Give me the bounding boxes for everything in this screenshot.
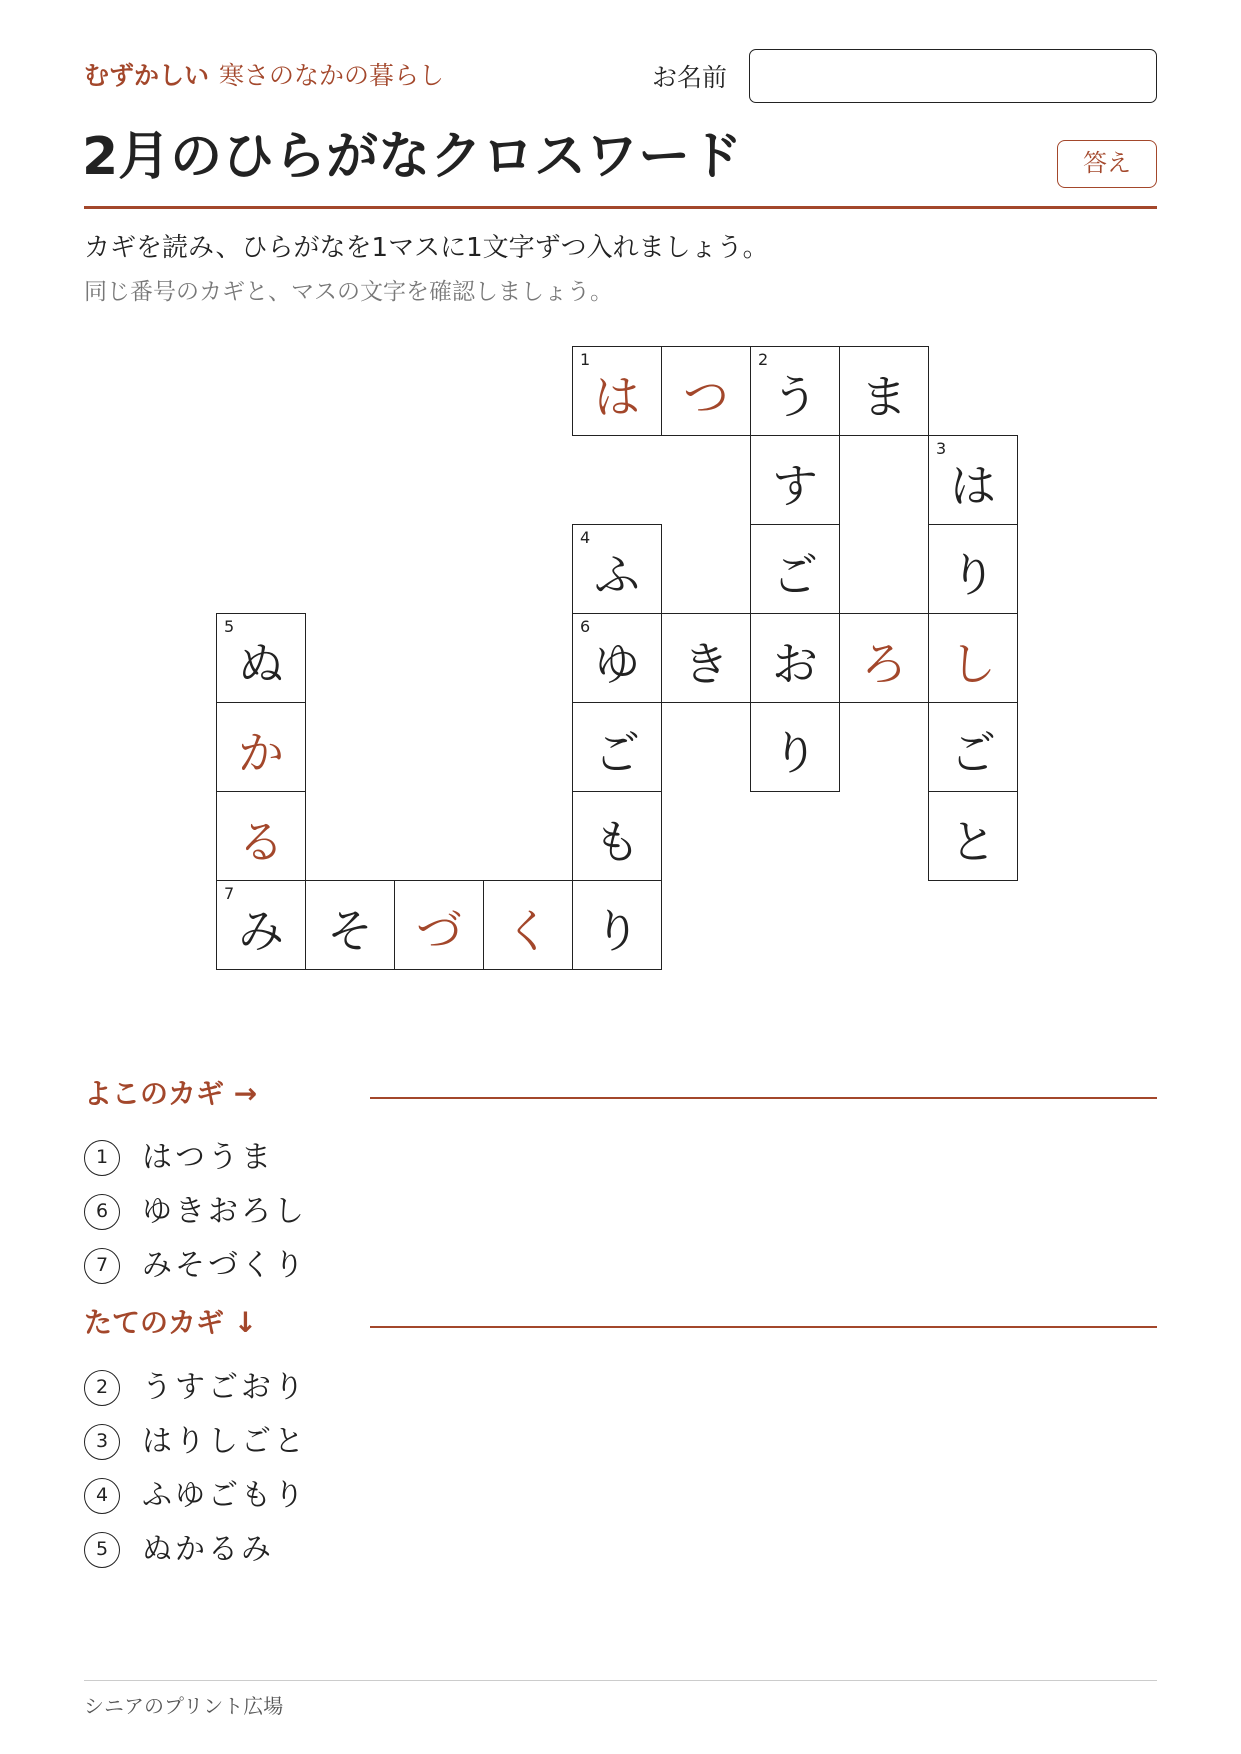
cell-character: も xyxy=(594,815,640,869)
clue-item xyxy=(84,1136,274,1180)
clue-item xyxy=(84,1420,307,1464)
crossword-cell[interactable] xyxy=(572,524,662,614)
cell-character: く xyxy=(505,904,551,958)
crossword-cell[interactable] xyxy=(216,791,306,881)
clue-text: うすごおり xyxy=(142,1370,307,1405)
cell-character: と xyxy=(950,815,996,869)
cell-character: き xyxy=(683,637,729,691)
clue-number: 7 xyxy=(224,884,235,903)
clue-item xyxy=(84,1474,307,1518)
cell-character: か xyxy=(238,726,284,780)
cell-character: は xyxy=(594,370,640,424)
crossword-cell[interactable] xyxy=(216,880,306,970)
clue-item xyxy=(84,1190,307,1234)
crossword-cell[interactable] xyxy=(928,613,1018,703)
cell-character: そ xyxy=(327,904,373,958)
clue-item xyxy=(84,1366,307,1410)
clue-number: 6 xyxy=(580,617,591,636)
cell-character: ゆ xyxy=(594,637,640,691)
clue-item xyxy=(84,1528,274,1572)
cell-character: は xyxy=(950,459,996,513)
crossword-cell[interactable] xyxy=(661,613,751,703)
clue-text: はつうま xyxy=(142,1140,274,1175)
across-heading: よこのカギ → xyxy=(84,1077,258,1110)
clue-item xyxy=(84,1244,307,1288)
crossword-cell[interactable] xyxy=(928,702,1018,792)
name-input-box[interactable] xyxy=(749,49,1157,103)
crossword-cell[interactable] xyxy=(661,346,751,436)
cell-character: ま xyxy=(861,370,907,424)
cell-character: う xyxy=(772,370,818,424)
cell-character: づ xyxy=(416,904,462,958)
clue-number-circle: 2 xyxy=(84,1370,120,1406)
cell-character: ご xyxy=(594,726,640,780)
crossword-cell[interactable] xyxy=(750,613,840,703)
footer-divider xyxy=(84,1680,1157,1681)
cell-character: み xyxy=(238,904,284,958)
cell-character: ご xyxy=(950,726,996,780)
sub-instruction-text: 同じ番号のカギと、マスの文字を確認しましょう。 xyxy=(84,279,613,305)
crossword-cell[interactable] xyxy=(216,702,306,792)
crossword-cell[interactable] xyxy=(572,880,662,970)
clue-text: ぬかるみ xyxy=(142,1532,274,1567)
crossword-cell[interactable] xyxy=(750,346,840,436)
cell-character: る xyxy=(238,815,284,869)
cell-character: ろ xyxy=(861,637,907,691)
cell-character: ふ xyxy=(594,548,640,602)
crossword-cell[interactable] xyxy=(572,702,662,792)
clue-number-circle: 3 xyxy=(84,1424,120,1460)
title-divider xyxy=(84,206,1157,209)
crossword-cell[interactable] xyxy=(750,435,840,525)
crossword-cell[interactable] xyxy=(750,702,840,792)
cell-character: り xyxy=(772,726,818,780)
clue-text: ゆきおろし xyxy=(142,1194,307,1229)
cell-character: ご xyxy=(772,548,818,602)
name-label: お名前 xyxy=(652,63,728,92)
clue-number: 3 xyxy=(936,439,947,458)
instruction-text: カギを読み、ひらがなを1マスに1文字ずつ入れましょう。 xyxy=(84,233,769,263)
crossword-cell[interactable] xyxy=(928,435,1018,525)
crossword-cell[interactable] xyxy=(572,791,662,881)
cell-character: つ xyxy=(683,370,729,424)
clue-text: はりしごと xyxy=(142,1424,307,1459)
crossword-cell[interactable] xyxy=(928,791,1018,881)
clue-number: 5 xyxy=(224,617,235,636)
down-heading: たてのカギ ↓ xyxy=(84,1306,258,1339)
clue-number: 2 xyxy=(758,350,769,369)
cell-character: り xyxy=(950,548,996,602)
cell-character: お xyxy=(772,637,818,691)
crossword-cell[interactable] xyxy=(572,346,662,436)
down-divider xyxy=(370,1326,1157,1328)
clue-text: ふゆごもり xyxy=(142,1478,307,1513)
clue-number-circle: 5 xyxy=(84,1532,120,1568)
crossword-cell[interactable] xyxy=(839,613,929,703)
clue-number: 1 xyxy=(580,350,591,369)
crossword-cell[interactable] xyxy=(928,524,1018,614)
level-theme-row xyxy=(84,58,444,94)
cell-character: す xyxy=(772,459,818,513)
clue-text: みそづくり xyxy=(142,1248,307,1283)
crossword-cell[interactable] xyxy=(394,880,484,970)
crossword-cell[interactable] xyxy=(216,613,306,703)
crossword-cell[interactable] xyxy=(750,524,840,614)
clue-number-circle: 6 xyxy=(84,1194,120,1230)
cell-character: ぬ xyxy=(238,637,284,691)
clue-number-circle: 4 xyxy=(84,1478,120,1514)
cell-character: し xyxy=(950,637,996,691)
across-divider xyxy=(370,1097,1157,1099)
cell-character: り xyxy=(594,904,640,958)
crossword-cell[interactable] xyxy=(305,880,395,970)
clue-number-circle: 7 xyxy=(84,1248,120,1284)
footer-site-name: シニアのプリント広場 xyxy=(84,1694,284,1718)
crossword-cell[interactable] xyxy=(572,613,662,703)
page-title: 2月のひらがなクロスワード xyxy=(82,127,743,187)
clue-number-circle: 1 xyxy=(84,1140,120,1176)
clue-number: 4 xyxy=(580,528,591,547)
crossword-cell[interactable] xyxy=(839,346,929,436)
difficulty-label: むずかしい xyxy=(84,61,210,90)
theme-label: 寒さのなかの暮らし xyxy=(219,61,445,90)
answer-badge: 答え xyxy=(1057,140,1157,188)
crossword-cell[interactable] xyxy=(483,880,573,970)
